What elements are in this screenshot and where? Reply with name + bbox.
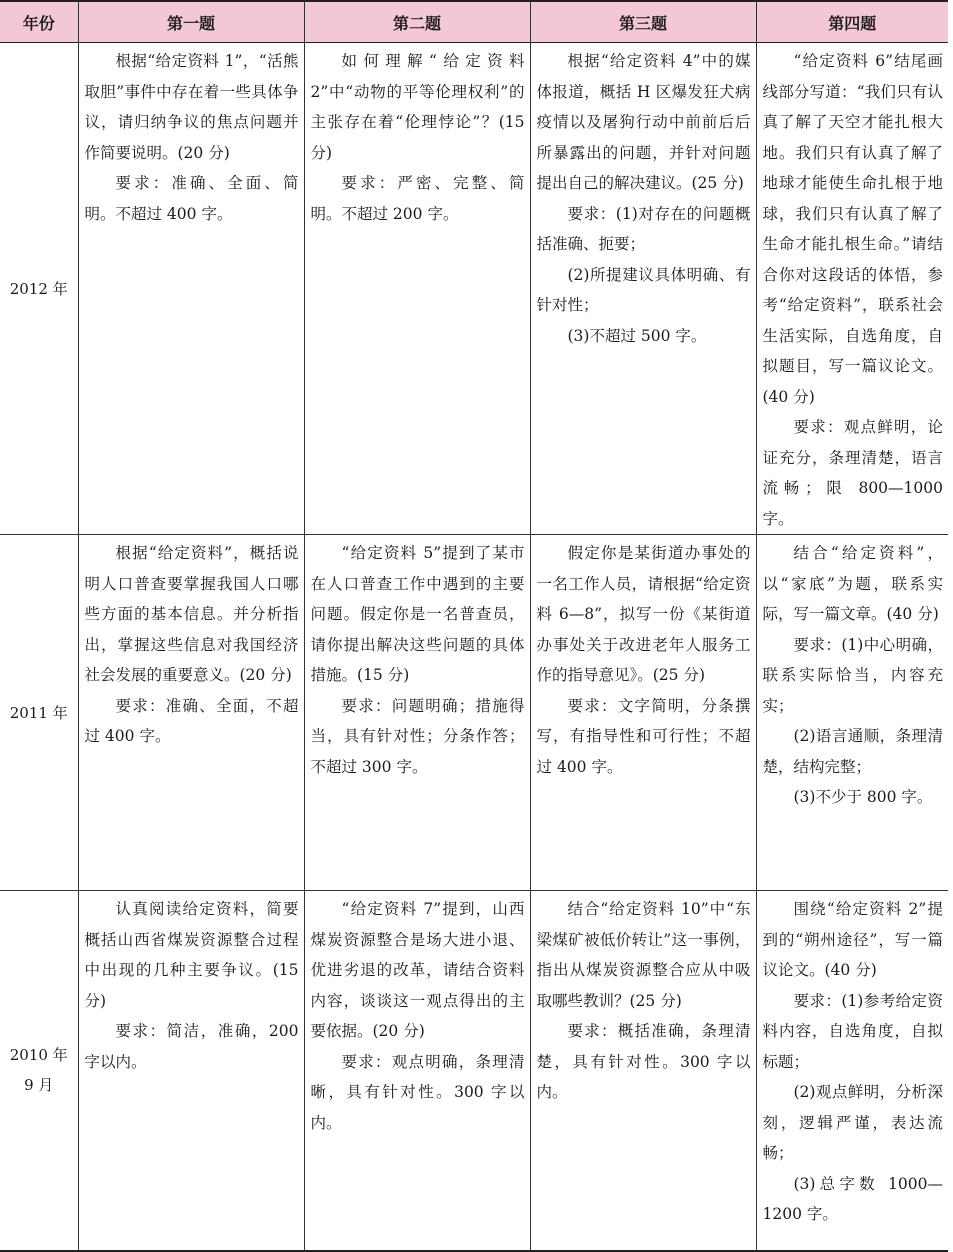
year-cell — [0, 535, 78, 891]
requirement-text: 要求：问题明确；措施得当，具有针对性；分条作答；不超过 300 字。 — [310, 696, 525, 776]
header-q3: 第三题 — [530, 1, 756, 43]
requirement-text: 要求：观点明确，条理清晰，具有针对性。300 字以内。 — [310, 1052, 525, 1132]
question-text: 假定你是某街道办事处的一名工作人员，请根据“给定资料 6—8”，拟写一份《某街道办事处关于改进老年人服务工作的指导意见》。(25 分) — [536, 544, 751, 684]
question-cell — [530, 43, 756, 535]
header-q2: 第二题 — [304, 1, 530, 43]
requirement-text: (2)观点鲜明，分析深刻，逻辑严谨，表达流畅； — [762, 1083, 943, 1162]
table-row — [0, 891, 948, 1251]
question-cell — [78, 891, 304, 1251]
question-cell — [530, 891, 756, 1251]
question-text: 根据“给定资料”，概括说明人口普查要掌握我国人口哪些方面的基本信息。并分析指出，掌握这些信息对我国经济社会发展的重要意义。(20 分) — [84, 544, 299, 684]
question-text: 围绕“给定资料 2”提到的“朔州途径”，写一篇议论文。(40 分) — [762, 900, 943, 979]
year-cell — [0, 43, 78, 535]
header-year: 年份 — [0, 1, 78, 43]
requirement-text: 要求：概括准确，条理清楚，具有针对性。300 字以内。 — [536, 1022, 751, 1101]
month-label: 9 月 — [24, 1076, 54, 1095]
question-text: 根据“给定资料 1”，“活熊取胆”事件中存在着一些具体争议，请归纳争议的焦点问题并作简要说明。(20 分) — [84, 52, 299, 162]
requirement-text: 要求：(1)中心明确，联系实际恰当，内容充实； — [762, 635, 943, 715]
year-cell — [0, 891, 78, 1251]
requirement-text: 要求：文字简明，分条撰写，有指导性和可行性；不超过 400 字。 — [536, 696, 751, 776]
requirement-text: (2)语言通顺，条理清楚，结构完整； — [762, 727, 943, 776]
requirement-text: 要求：准确、全面，不超过 400 字。 — [84, 696, 299, 745]
question-text: “给定资料 6”结尾画线部分写道：“我们只有认真了解了天空才能扎根大地。我们只有认真了解了地球才能使生命扎根于地球，我们只有认真了解了生命才能扎根生命。”请结合你对这段话的体悟，参考“给定资料”，联系社会生活实际，自选角度，自拟题目，写一篇议论文。(40 分) — [762, 52, 943, 406]
question-text: 如何理解“给定资料 2”中“动物的平等伦理权利”的主张存在着“伦理悖论”？(15 分) — [310, 52, 525, 162]
question-text: 结合“给定资料”，以“家底”为题，联系实际，写一篇文章。(40 分) — [762, 544, 943, 623]
requirement-text: (3)总字数 1000—1200 字。 — [762, 1174, 943, 1223]
question-cell — [756, 43, 948, 535]
question-cell — [756, 891, 948, 1251]
header-row — [0, 1, 948, 43]
requirement-text: (2)所提建议具体明确、有针对性； — [536, 265, 751, 314]
requirement-text: (3)不超过 500 字。 — [567, 326, 707, 345]
requirement-text: 要求：(1)参考给定资料内容，自选角度，自拟标题； — [762, 991, 943, 1071]
table-row — [0, 535, 948, 891]
question-cell — [304, 535, 530, 891]
question-text: 认真阅读给定资料，简要概括山西省煤炭资源整合过程中出现的几种主要争议。(15 分) — [84, 900, 299, 1010]
question-cell — [530, 535, 756, 891]
question-cell — [78, 535, 304, 891]
header-q4: 第四题 — [756, 1, 948, 43]
year-label: 2012 年 — [9, 279, 68, 298]
question-cell — [78, 43, 304, 535]
year-label: 2010 年 — [9, 1046, 68, 1065]
requirement-text: 要求：准确、全面、简明。不超过 400 字。 — [84, 174, 299, 223]
requirement-text: (3)不少于 800 字。 — [793, 788, 933, 806]
question-text: 根据“给定资料 4”中的媒体报道，概括 H 区爆发狂犬病疫情以及屠狗行动中前前后后所暴露出的问题，并针对问题提出自己的解决建议。(25 分) — [536, 52, 751, 192]
question-text: 结合“给定资料 10”中“东梁煤矿被低价转让”这一事例，指出从煤炭资源整合应从中吸取哪些教训？(25 分) — [536, 900, 751, 1010]
question-cell — [304, 43, 530, 535]
requirement-text: 要求：(1)对存在的问题概括准确、扼要； — [536, 204, 751, 253]
requirement-text: 要求：简洁，准确，200 字以内。 — [84, 1022, 299, 1071]
header-q1: 第一题 — [78, 1, 304, 43]
table-row — [0, 43, 948, 535]
question-cell — [304, 891, 530, 1251]
question-text: “给定资料 7”提到，山西煤炭资源整合是场大进小退、优进劣退的改革，请结合资料内容，谈谈这一观点得出的主要依据。(20 分) — [310, 900, 525, 1040]
year-label: 2011 年 — [9, 703, 68, 722]
requirement-text: 要求：严密、完整、简明。不超过 200 字。 — [310, 174, 525, 223]
requirement-text: 要求：观点鲜明，论证充分，条理清楚，语言流畅；限 800—1000 字。 — [762, 418, 943, 528]
question-cell — [756, 535, 948, 891]
question-text: “给定资料 5”提到了某市在人口普查工作中遇到的主要问题。假定你是一名普查员，请你提出解决这些问题的具体措施。(15 分) — [310, 544, 525, 684]
